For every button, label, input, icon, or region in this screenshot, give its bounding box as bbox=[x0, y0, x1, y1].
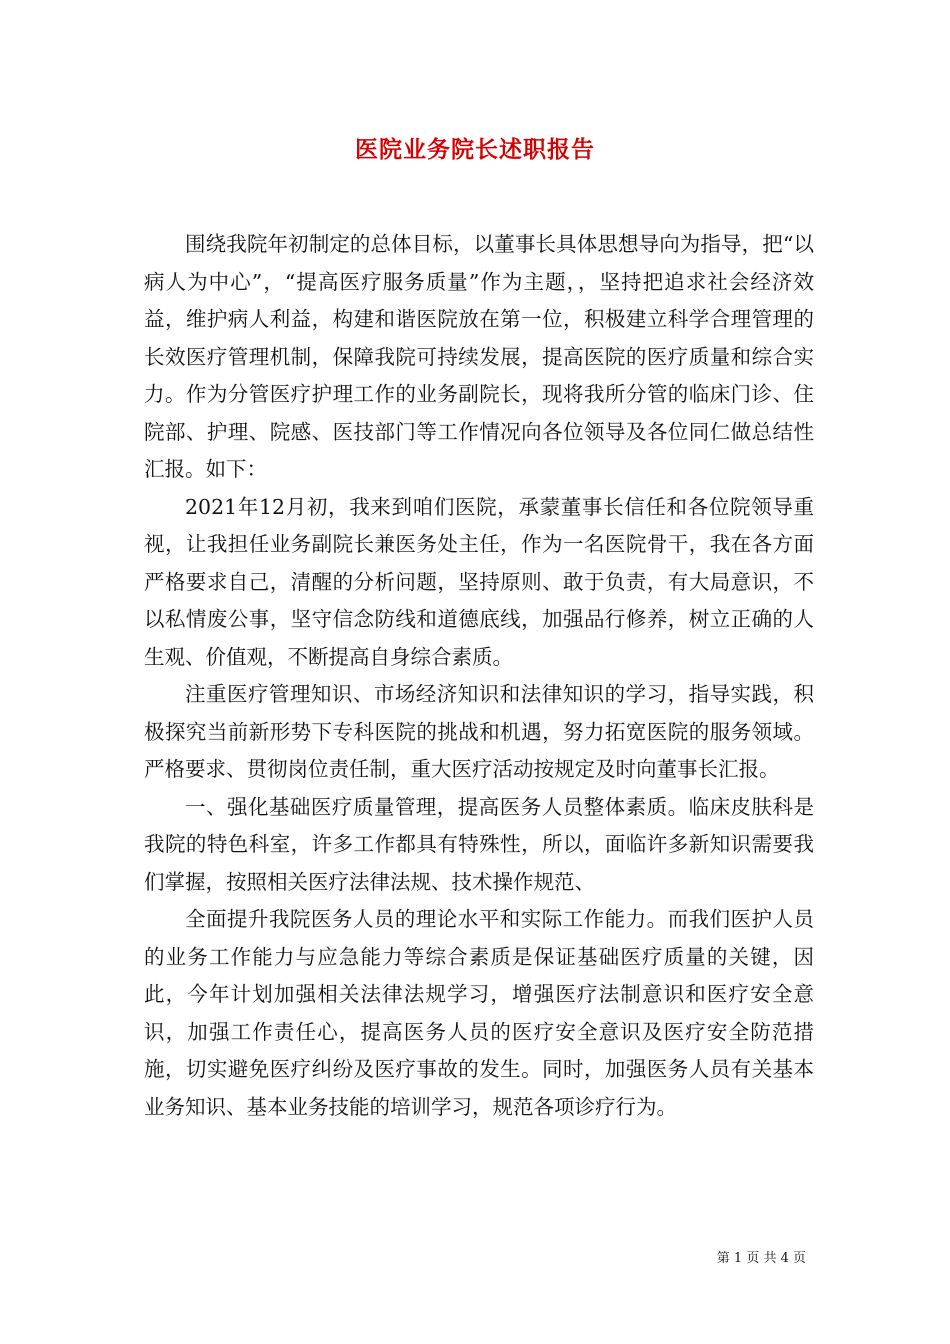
paragraph-2: 2021年12月初，我来到咱们医院，承蒙董事长信任和各位院领导重视，让我担任业务副院长兼医务处主任，作为一名医院骨干，我在各方面严格要求自己，清醒的分析问题，坚持原则、敢于负责，有大局意识，不以私情废公事，坚守信念防线和道德底线，加强品行修养，树立正确的人生观、价值观，不断提高自身综合素质。 bbox=[144, 494, 814, 669]
paragraph-5: 全面提升我院医务人员的理论水平和实际工作能力。而我们医护人员的业务工作能力与应急能力等综合素质是保证基础医疗质量的关键，因此，今年计划加强相关法律法规学习，增强医疗法制意识和医疗安全意识，加强工作责任心，提高医务人员的医疗安全意识及医疗安全防范措施，切实避免医疗纠纷及医疗事故的发生。同时，加强医务人员有关基本业务知识、基本业务技能的培训学习，规范各项诊疗行为。 bbox=[144, 907, 814, 1119]
page-number-footer: 第 1 页 共 4 页 bbox=[716, 1251, 806, 1266]
paragraph-1: 围绕我院年初制定的总体目标，以董事长具体思想导向为指导，把“以病人为中心”，“提高医疗服务质量”作为主题，，坚持把追求社会经济效益，维护病人利益，构建和谐医院放在第一位，积极建立科学合理管理的长效医疗管理机制，保障我院可持续发展，提高医院的医疗质量和综合实力。作为分管医疗护理工作的业务副院长，现将我所分管的临床门诊、住院部、护理、院感、医技部门等工作情况向各位领导及各位同仁做总结性汇报。如下： bbox=[144, 232, 814, 481]
document-body bbox=[144, 226, 814, 1126]
document-title: 医院业务院长述职报告 bbox=[355, 136, 595, 163]
paragraph-3: 注重医疗管理知识、市场经济知识和法律知识的学习，指导实践，积极探究当前新形势下专科医院的挑战和机遇，努力拓宽医院的服务领域。严格要求、贯彻岗位责任制，重大医疗活动按规定及时向董事长汇报。 bbox=[144, 682, 814, 781]
paragraph-4: 一、强化基础医疗质量管理，提高医务人员整体素质。临床皮肤科是我院的特色科室，许多工作都具有特殊性，所以，面临许多新知识需要我们掌握，按照相关医疗法律法规、技术操作规范、 bbox=[144, 794, 814, 894]
